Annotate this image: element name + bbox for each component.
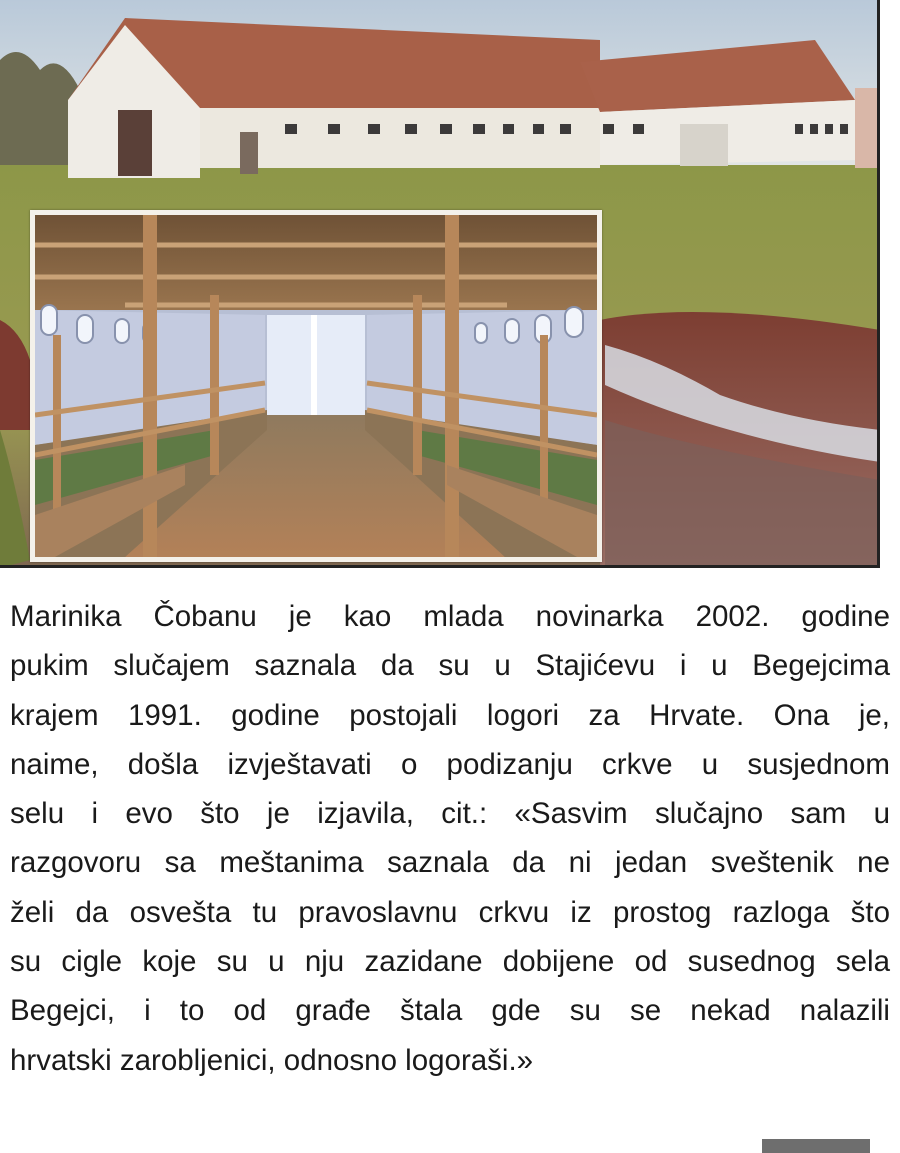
ceiling xyxy=(35,215,597,325)
article-caption xyxy=(10,592,890,1085)
caption-line-4: naime, došla izvještavati o podizanju crkve u susjednom xyxy=(10,747,890,781)
caption-line-7: želi da osvešta tu pravoslavnu crkvu iz prostog razloga što xyxy=(10,895,890,929)
caption-line-3: krajem 1991. godine postojali logori za Hrvate. Ona je, xyxy=(10,698,890,732)
barn-left-wall xyxy=(200,108,600,168)
caption-line-9: Begejci, i to od građe štala gde su se nekad nalazili xyxy=(10,994,890,1028)
photo-credit-badge xyxy=(762,1139,870,1153)
barn-door xyxy=(118,110,152,176)
caption-line-5: selu i evo što je izjavila, cit.: «Sasvim slučajno sam u xyxy=(10,797,890,831)
barn-interior-photo xyxy=(30,210,602,562)
caption-line-6: razgovoru sa meštanima saznala da ni jedan sveštenik ne xyxy=(10,846,890,880)
caption-line-10: hrvatski zarobljenici, odnosno logoraši.» xyxy=(10,1043,534,1077)
caption-line-8: su cigle koje su u nju zazidane dobijene od susednog sela xyxy=(10,945,890,979)
barn-interior-illustration xyxy=(35,215,597,557)
caption-line-2: pukim slučajem saznala da su u Stajićevu i u Begejcima xyxy=(10,649,890,683)
caption-line-1: Marinika Čobanu je kao mlada novinarka 2002. godine xyxy=(10,600,890,633)
farm-photo xyxy=(0,0,880,568)
